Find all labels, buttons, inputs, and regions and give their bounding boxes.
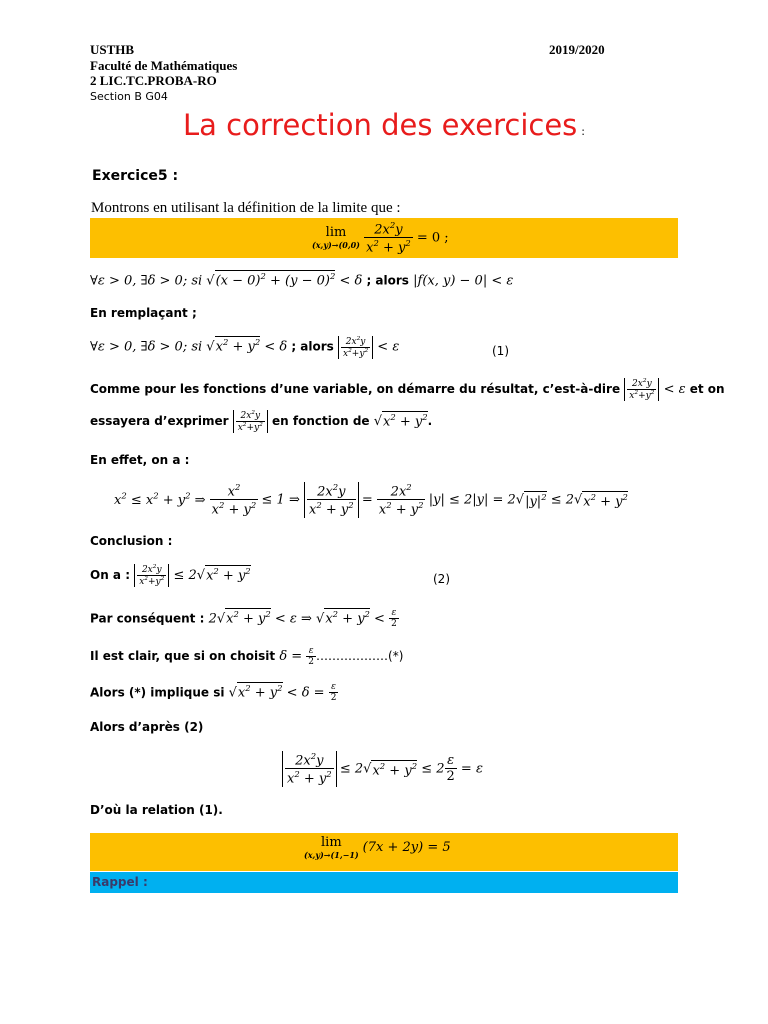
exercise-label: Exercice5 : <box>92 168 179 184</box>
faculty-name: Faculté de Mathématiques <box>90 58 238 73</box>
limit2-statement: lim (x,y)→(1,−1) (7x + 2y) = 5 <box>304 835 451 860</box>
limit-statement-band <box>90 218 678 258</box>
replaced-definition: ∀ε > 0, ∃δ > 0; si $√x^2 + y^2 < \delta$ ; alors $\frac{2x^2y}{x^2+y^2}$ < ε <box>90 336 400 359</box>
final-chain: $\frac{2x^2y}{x^2 + y^2}$ ≤ $2√x^2 + y^2 \le 2$ $\frac{\varepsilon}{2}$ = ε <box>282 751 483 787</box>
dou-relation: D’où la relation (1). <box>90 803 223 817</box>
inequality-chain: $x^2 \le x^2 + y^2$ ⇒ $\frac{x^2}{x^2 + y^2}$ ≤ 1 ⇒ $\frac{2x^2y}{x^2 + y^2}$ = $\frac{2x^2}{x^2 + y^2}$ $|y| \le 2|y| = 2√|y|^2 \le 2√x^2 + y^2$ <box>114 482 628 518</box>
program-name: 2 LIC.TC.PROBA-RO <box>90 73 217 88</box>
university-name: USTHB <box>90 42 135 57</box>
en-effet-label: En effet, on a : <box>90 453 190 467</box>
equation-tag-2: (2) <box>433 572 450 586</box>
il-est-clair-line: Il est clair, que si on choisit δ = $\frac{\varepsilon}{2}$ ………………(*) <box>90 646 404 667</box>
alors-implique-line: Alors (*) implique si $√x^2 + y^2 < \delta$ = $\frac{\varepsilon}{2}$ <box>90 682 337 704</box>
limit2-band <box>90 833 678 871</box>
academic-year: 2019/2020 <box>549 42 605 57</box>
on-a-line: On a : $\frac{2x^2y}{x^2+y^2}$ ≤ $2√x^2 + y^2$ <box>90 564 251 587</box>
comme-line-2: essayera d’exprimer $\frac{2x^2y}{x^2+y^2}$ en fonction de $√x^2 + y^2$. <box>90 410 433 433</box>
conclusion-label: Conclusion : <box>90 534 173 548</box>
alors-dapres-label: Alors d’après (2) <box>90 720 204 734</box>
page-title <box>0 108 768 142</box>
replacing-label: En remplaçant ; <box>90 306 197 320</box>
rappel-label: Rappel : <box>92 875 148 889</box>
rappel-band <box>90 872 678 893</box>
exercise-intro: Montrons en utilisant la définition de la limite que : <box>91 200 401 216</box>
comme-line-1: Comme pour les fonctions d’une variable, on démarre du résultat, c’est-à-dire $\frac{2x^2y}{x^2+y^2}$ < ε et on <box>90 378 725 401</box>
page-title-colon: : <box>581 125 585 138</box>
definition-line: ∀ε > 0, ∃δ > 0; si $√(x - 0)^2 + (y - 0)^2 < \delta$ ; alors |f(x, y) − 0| < ε <box>90 271 514 289</box>
equation-tag-1: (1) <box>492 344 509 358</box>
page-title-text: La correction des exercices <box>182 108 578 142</box>
section-label: Section B G04 <box>90 90 168 103</box>
par-consequent-line: Par conséquent : $2√x^2 + y^2 < \varepsilon$ ⇒ $√x^2 + y^2$ < $\frac{\varepsilon}{2}$ <box>90 608 397 630</box>
limit-statement: lim (x,y)→(0,0) $\frac{2x^2y}{x^2 + y^2}$ = 0 ; <box>312 220 449 256</box>
